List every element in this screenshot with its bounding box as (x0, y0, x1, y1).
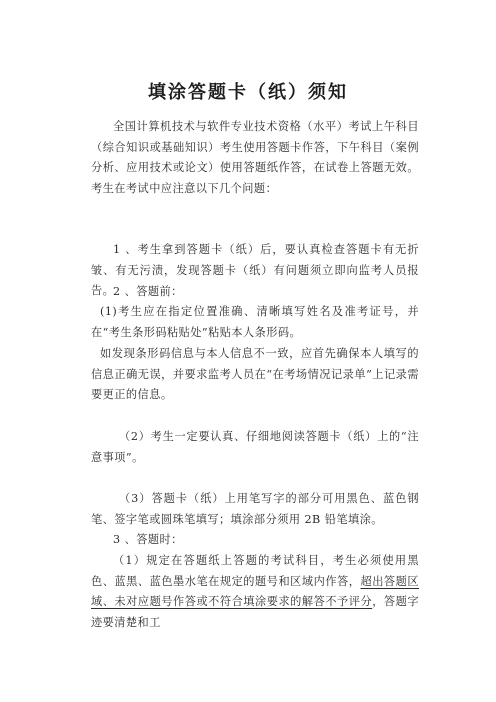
item-3-1-text-b: ，答题字迹要清楚和工 (91, 595, 419, 629)
item-3-heading: 3 、答题时： (113, 533, 183, 546)
item-1-paragraph: 1 、考生拿到答题卡（纸）后，要认真检查答题卡有无折皱、有无污渍，发现答题卡（纸）有问题须立即向监考人员报告。 (91, 243, 419, 297)
item-2-heading: 2 、答题前： (113, 285, 183, 298)
document-title: 填涂答题卡（纸）须知 (148, 82, 348, 103)
item-3-1-underlined-text: 超出答题区域、未对应题号作答或不符合填涂要求的解答不予评分 (91, 574, 419, 608)
item-2-note-paragraph: 如发现条形码信息与本人信息不一致，应首先确保本人填写的信息正确无误，并要求监考人员在“在考场情况记录单”上记录需要更正的信息。 (91, 347, 419, 401)
intro-paragraph: 全国计算机技术与软件专业技术资格（水平）考试上午科目（综合知识或基础知识）考生使用答题卡作答，下午科目（案例分析、应用技术或论文）使用答题纸作答，在试卷上答题无效。考生在考试中应注意以下几个问题： (91, 120, 419, 195)
item-3-1-paragraph (91, 551, 419, 633)
item-3-1-text-a: （1）规定在答题纸上答题的考试科目，考生必须使用黑色、蓝黑、蓝色墨水笔在规定的题号和区域内作答， (91, 554, 419, 588)
item-2-3-paragraph: （3）答题卡（纸）上用笔写字的部分可用黑色、蓝色钢笔、签字笔或圆珠笔填写；填涂部分须用 2B 铅笔填涂。 (91, 492, 419, 526)
item-2-1-paragraph: (1)考生应在指定位置准确、清晰填写姓名及准考证号，并在“考生条形码粘贴处”粘贴本人条形码。 (91, 305, 419, 339)
item-2-2-paragraph: （2）考生一定要认真、仔细地阅读答题卡（纸）上的“注意事项”。 (91, 430, 419, 464)
